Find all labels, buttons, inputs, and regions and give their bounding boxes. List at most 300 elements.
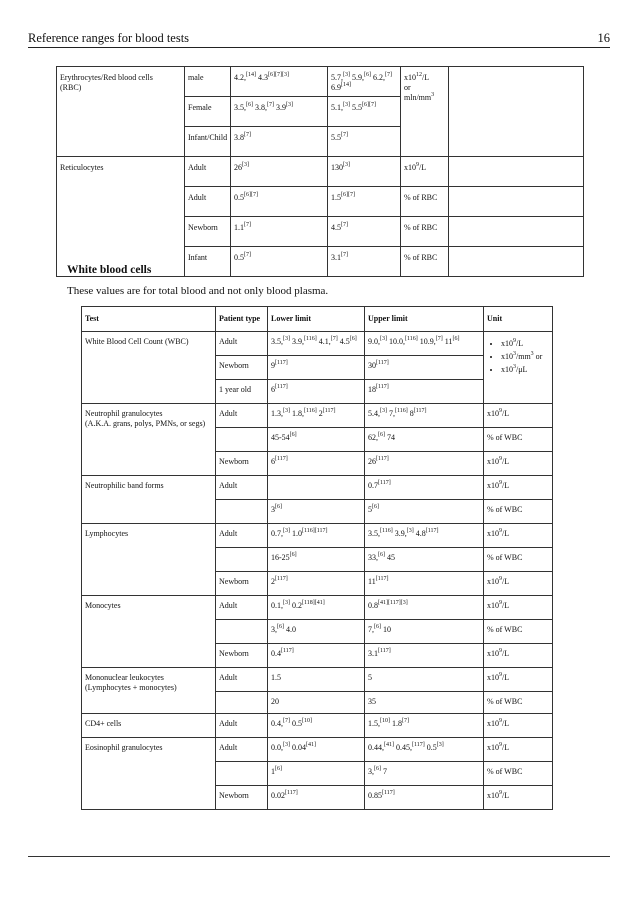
upper-cell <box>365 548 484 572</box>
exponent: 9 <box>499 648 502 654</box>
section-text: These values are for total blood and not only blood plasma. <box>67 285 329 297</box>
upper-cell <box>328 247 401 277</box>
empty-cell <box>449 187 584 217</box>
list-item <box>501 365 549 375</box>
value: 4.8 <box>413 529 426 538</box>
test-cell: Lymphocytes <box>82 524 216 596</box>
citation: [7] <box>402 718 409 724</box>
lower-cell <box>268 738 365 762</box>
col-header-upper: Upper limit <box>365 307 484 332</box>
unit-cell <box>484 524 553 548</box>
citation: [14] <box>246 72 256 78</box>
lower-cell <box>231 247 328 277</box>
test-cell: Reticulocytes <box>57 157 185 277</box>
patient-cell: 1 year old <box>216 380 268 404</box>
exponent: 9 <box>499 408 502 414</box>
patient-cell: Newborn <box>185 217 231 247</box>
upper-cell <box>328 217 401 247</box>
citation: [117] <box>425 528 439 534</box>
citation: [116] <box>395 408 408 414</box>
unit: /L <box>502 529 510 538</box>
exponent: 3 <box>431 92 435 98</box>
patient-cell: Female <box>185 97 231 127</box>
citation: [117] <box>285 790 298 796</box>
value: 0.7, <box>271 529 283 538</box>
test-cell: Eosinophil granulocytes <box>82 738 216 810</box>
unit-cell <box>484 738 553 762</box>
citation: [116] <box>304 336 317 342</box>
value: 18 <box>368 385 376 394</box>
unit-cell: % of RBC <box>401 187 449 217</box>
citation: [6] <box>246 102 253 108</box>
lower-cell <box>268 596 365 620</box>
upper-cell <box>328 97 401 127</box>
value: 33, <box>368 553 378 562</box>
upper-cell <box>328 157 401 187</box>
upper-cell <box>328 67 401 97</box>
value: 62, <box>368 433 378 442</box>
patient-cell: Adult <box>216 476 268 500</box>
unit: /L <box>502 791 510 800</box>
value: 1.0 <box>290 529 302 538</box>
value: 1.5, <box>368 719 380 728</box>
unit: x10 <box>487 743 499 752</box>
lower-cell <box>268 500 365 524</box>
lower-cell <box>268 452 365 476</box>
citation: [3] <box>283 408 290 414</box>
lower-cell <box>231 157 328 187</box>
value: 6 <box>271 385 275 394</box>
patient-cell: Infant <box>185 247 231 277</box>
value: 0.85 <box>368 791 382 800</box>
citation: [117] <box>378 648 391 654</box>
unit: /L <box>502 743 510 752</box>
exponent: 9 <box>499 456 502 462</box>
exponent: 9 <box>416 162 419 168</box>
upper-cell <box>365 644 484 668</box>
citation: [117] <box>275 456 288 462</box>
exponent: 9 <box>499 672 502 678</box>
upper-cell <box>365 714 484 738</box>
empty-cell <box>449 157 584 187</box>
unit: x10 <box>487 577 499 586</box>
value: 5.5 <box>350 103 362 112</box>
table-header-row <box>82 307 553 332</box>
upper-cell <box>328 187 401 217</box>
lower-cell: 20 <box>268 692 365 714</box>
unit-cell <box>484 714 553 738</box>
value: 1.1 <box>234 223 244 232</box>
upper-cell <box>365 356 484 380</box>
unit: x10 <box>501 365 513 374</box>
patient-cell: male <box>185 67 231 97</box>
patient-cell: Newborn <box>216 572 268 596</box>
upper-cell <box>365 524 484 548</box>
lower-cell <box>268 404 365 428</box>
patient-cell <box>216 500 268 524</box>
citation: [7] <box>244 252 251 258</box>
unit-cell <box>484 596 553 620</box>
patient-cell: Adult <box>216 404 268 428</box>
lower-cell <box>268 786 365 810</box>
value: 10.9, <box>417 337 436 346</box>
value: 3.5, <box>234 103 246 112</box>
citation: [6] <box>452 336 460 342</box>
lower-cell <box>231 67 328 97</box>
rbc-table <box>56 66 584 277</box>
citation: [7] <box>244 222 251 228</box>
citation: [3] <box>283 742 290 748</box>
lower-cell <box>268 476 365 500</box>
test-cell: White Blood Cell Count (WBC) <box>82 332 216 404</box>
unit-cell <box>484 644 553 668</box>
exponent: 9 <box>499 600 502 606</box>
citation: [117] <box>376 384 389 390</box>
patient-cell: Adult <box>216 714 268 738</box>
citation: [6] <box>289 432 297 438</box>
footer-rule <box>28 856 610 857</box>
citation: [3] <box>343 162 350 168</box>
col-header-test: Test <box>82 307 216 332</box>
value: 5.5 <box>331 133 341 142</box>
test-name: Erythrocytes/Red blood cells <box>60 73 153 82</box>
test-cell <box>82 668 216 714</box>
value: 45-54 <box>271 433 290 442</box>
value: 4.5 <box>337 337 350 346</box>
unit: x10 <box>404 73 416 82</box>
patient-cell: Newborn <box>216 356 268 380</box>
citation: [116] <box>405 336 418 342</box>
unit-cell <box>401 67 449 157</box>
unit-cell: % of WBC <box>484 548 553 572</box>
table-row <box>82 596 553 620</box>
citation: [6] <box>372 504 379 510</box>
unit: /L <box>502 719 510 728</box>
value: 1.5 <box>331 193 341 202</box>
patient-cell: Adult <box>185 187 231 217</box>
patient-cell: Adult <box>185 157 231 187</box>
upper-cell <box>328 127 401 157</box>
value: 7, <box>368 625 374 634</box>
citation: [6] <box>275 504 282 510</box>
unit-cell <box>484 476 553 500</box>
section-heading: White blood cells <box>67 264 152 276</box>
value: 3, <box>368 767 374 776</box>
col-header-patient: Patient type <box>216 307 268 332</box>
unit: x10 <box>487 601 499 610</box>
lower-cell <box>268 644 365 668</box>
unit: /mm <box>516 352 531 361</box>
citation: [117] <box>281 648 294 654</box>
citation: [118][41] <box>302 600 325 606</box>
test-name-abbr: (RBC) <box>60 83 82 92</box>
value: 1.3, <box>271 409 283 418</box>
exponent: 9 <box>513 338 516 344</box>
upper-cell <box>365 620 484 644</box>
upper-cell <box>365 380 484 404</box>
exponent: 3 <box>530 351 534 357</box>
citation: [3] <box>436 742 444 748</box>
value: 4.0 <box>284 625 296 634</box>
unit: x10 <box>487 719 499 728</box>
citation: [3] <box>286 102 293 108</box>
unit: /L <box>516 339 524 348</box>
document-title: Reference ranges for blood tests <box>28 31 190 45</box>
value: 5.9, <box>350 73 364 82</box>
upper-cell <box>365 452 484 476</box>
upper-cell <box>365 762 484 786</box>
value: 1.8, <box>290 409 304 418</box>
unit: /L <box>502 457 510 466</box>
exponent: 9 <box>499 790 502 796</box>
citation: [117] <box>275 576 288 582</box>
patient-cell <box>216 428 268 452</box>
patient-cell: Adult <box>216 738 268 762</box>
patient-cell <box>216 762 268 786</box>
page-number: 16 <box>597 31 610 45</box>
value: 10 <box>381 625 391 634</box>
value: 9 <box>271 361 275 370</box>
value: 45 <box>385 553 395 562</box>
table-row <box>82 668 553 692</box>
unit: /L <box>502 577 510 586</box>
unit-cell <box>484 452 553 476</box>
value: 2 <box>316 409 323 418</box>
citation: [6] <box>374 766 381 772</box>
citation: [116] <box>304 408 317 414</box>
table-row <box>82 332 553 356</box>
unit: x10 <box>487 673 499 682</box>
value: 0.5 <box>234 193 244 202</box>
citation: [41] <box>384 742 394 748</box>
table-row <box>57 67 584 97</box>
test-name: Neutrophil granulocytes <box>85 409 163 418</box>
value: 3.1 <box>368 649 378 658</box>
exponent: 9 <box>499 576 502 582</box>
test-name-detail: (Lymphocytes + monocytes) <box>85 683 177 692</box>
patient-cell: Adult <box>216 332 268 356</box>
value: 74 <box>385 433 395 442</box>
value: 4.5 <box>331 223 341 232</box>
patient-cell <box>216 548 268 572</box>
empty-cell <box>449 217 584 247</box>
unit: x10 <box>487 481 499 490</box>
unit-cell <box>484 668 553 692</box>
value: 5.1, <box>331 103 343 112</box>
exponent: 9 <box>499 742 502 748</box>
citation: [6] <box>289 552 297 558</box>
upper-cell <box>365 500 484 524</box>
citation: [6] <box>378 432 385 438</box>
value: 0.7 <box>368 481 378 490</box>
unit-cell <box>401 157 449 187</box>
upper-cell: 35 <box>365 692 484 714</box>
value: 1 <box>271 767 275 776</box>
citation: [6] <box>378 552 385 558</box>
table-row <box>57 157 584 187</box>
citation: [117] <box>322 408 336 414</box>
unit: /L <box>502 409 510 418</box>
lower-cell <box>231 187 328 217</box>
exponent: 9 <box>499 480 502 486</box>
list-item <box>501 339 549 349</box>
value: 0.0, <box>271 743 283 752</box>
lower-cell: 1.5 <box>268 668 365 692</box>
value: 0.02 <box>271 791 285 800</box>
value: 3, <box>271 625 277 634</box>
citation: [7] <box>341 252 348 258</box>
upper-cell <box>365 786 484 810</box>
value: 0.45, <box>394 743 412 752</box>
unit: x10 <box>404 163 416 172</box>
citation: [117] <box>382 790 395 796</box>
citation: [3] <box>242 162 249 168</box>
table-row <box>82 476 553 500</box>
value: 6.2, <box>371 73 385 82</box>
empty-cell <box>449 67 584 157</box>
unit: x10 <box>487 529 499 538</box>
exponent: 9 <box>499 528 502 534</box>
citation: [7] <box>341 132 348 138</box>
citation: [3] <box>283 528 290 534</box>
value: 0.04 <box>290 743 306 752</box>
citation: [117] <box>413 408 427 414</box>
lower-cell <box>268 356 365 380</box>
citation: [6] <box>277 624 284 630</box>
table-row <box>82 404 553 428</box>
upper-cell <box>365 596 484 620</box>
citation: [117] <box>376 456 389 462</box>
upper-cell <box>365 404 484 428</box>
unit: /μL <box>516 365 528 374</box>
upper-cell <box>365 428 484 452</box>
citation: [10] <box>380 718 390 724</box>
value: 6 <box>271 457 275 466</box>
value: 10.0, <box>387 337 405 346</box>
value: 5.7, <box>331 73 343 82</box>
citation: [10] <box>302 718 312 724</box>
unit-cell: % of WBC <box>484 620 553 644</box>
col-header-lower: Lower limit <box>268 307 365 332</box>
unit: x10 <box>487 649 499 658</box>
value: 3 <box>271 505 275 514</box>
value: 3.9 <box>274 103 286 112</box>
lower-cell <box>268 762 365 786</box>
citation: [3] <box>283 600 290 606</box>
unit-cell: % of WBC <box>484 428 553 452</box>
value: 0.5 <box>234 253 244 262</box>
citation: [116][117] <box>302 528 328 534</box>
lower-cell <box>268 524 365 548</box>
value: 0.4 <box>271 649 281 658</box>
lower-cell <box>268 620 365 644</box>
test-name-aka: (A.K.A. grans, polys, PMNs, or segs) <box>85 419 206 428</box>
unit-list <box>487 339 549 375</box>
citation: [6][7][3] <box>268 72 289 78</box>
value: 4.3 <box>256 73 268 82</box>
unit: x10 <box>487 409 499 418</box>
unit: /L <box>502 673 510 682</box>
citation: [117] <box>375 576 389 582</box>
value: 26 <box>234 163 242 172</box>
citation: [7] <box>341 222 348 228</box>
citation: [117] <box>275 360 288 366</box>
value: 7, <box>387 409 395 418</box>
value: 3.5, <box>271 337 283 346</box>
patient-cell: Newborn <box>216 452 268 476</box>
lower-cell <box>231 127 328 157</box>
test-cell <box>57 67 185 157</box>
upper-cell <box>365 332 484 356</box>
page-header <box>28 28 610 48</box>
citation: [117] <box>412 742 425 748</box>
unit: /L <box>422 73 430 82</box>
lower-cell <box>268 332 365 356</box>
citation: [7] <box>330 336 338 342</box>
citation: [3] <box>380 336 387 342</box>
empty-cell <box>449 247 584 277</box>
value: 7 <box>381 767 387 776</box>
value: 3.5, <box>368 529 380 538</box>
upper-cell <box>365 572 484 596</box>
citation: [41][117][3] <box>378 600 408 606</box>
unit-cell: % of WBC <box>484 500 553 524</box>
value: 5 <box>368 505 372 514</box>
exponent: 12 <box>416 72 422 78</box>
value: 0.2 <box>290 601 302 610</box>
value: 11 <box>368 577 376 586</box>
lower-cell <box>231 217 328 247</box>
exponent: 3 <box>513 351 516 357</box>
value: 3.9, <box>290 337 304 346</box>
unit-cell <box>484 404 553 428</box>
value: 3.8, <box>253 103 267 112</box>
table-row <box>82 524 553 548</box>
unit: x10 <box>501 352 513 361</box>
upper-cell <box>365 738 484 762</box>
citation: [7] <box>244 132 251 138</box>
col-header-unit: Unit <box>484 307 553 332</box>
lower-cell <box>268 572 365 596</box>
value: 3.9, <box>392 529 407 538</box>
citation: [6] <box>275 766 282 772</box>
citation: [3] <box>406 528 414 534</box>
citation: [6][7] <box>341 192 355 198</box>
wbc-table <box>81 306 553 810</box>
test-cell: CD4+ cells <box>82 714 216 738</box>
upper-cell: 5 <box>365 668 484 692</box>
citation: [7] <box>435 336 443 342</box>
unit-cell: % of WBC <box>484 762 553 786</box>
unit: /L <box>419 163 427 172</box>
value: 16-25 <box>271 553 290 562</box>
citation: [117] <box>275 384 288 390</box>
unit: or <box>404 83 411 92</box>
value: 9.0, <box>368 337 380 346</box>
value: 3.1 <box>331 253 341 262</box>
patient-cell <box>216 620 268 644</box>
patient-cell: Adult <box>216 524 268 548</box>
exponent: 9 <box>499 718 502 724</box>
unit: x10 <box>487 457 499 466</box>
unit-cell <box>484 786 553 810</box>
patient-cell: Adult <box>216 668 268 692</box>
patient-cell: Adult <box>216 596 268 620</box>
citation: [41] <box>306 742 316 748</box>
lower-cell <box>268 714 365 738</box>
citation: [7] <box>385 72 392 78</box>
value: 11 <box>442 337 453 346</box>
